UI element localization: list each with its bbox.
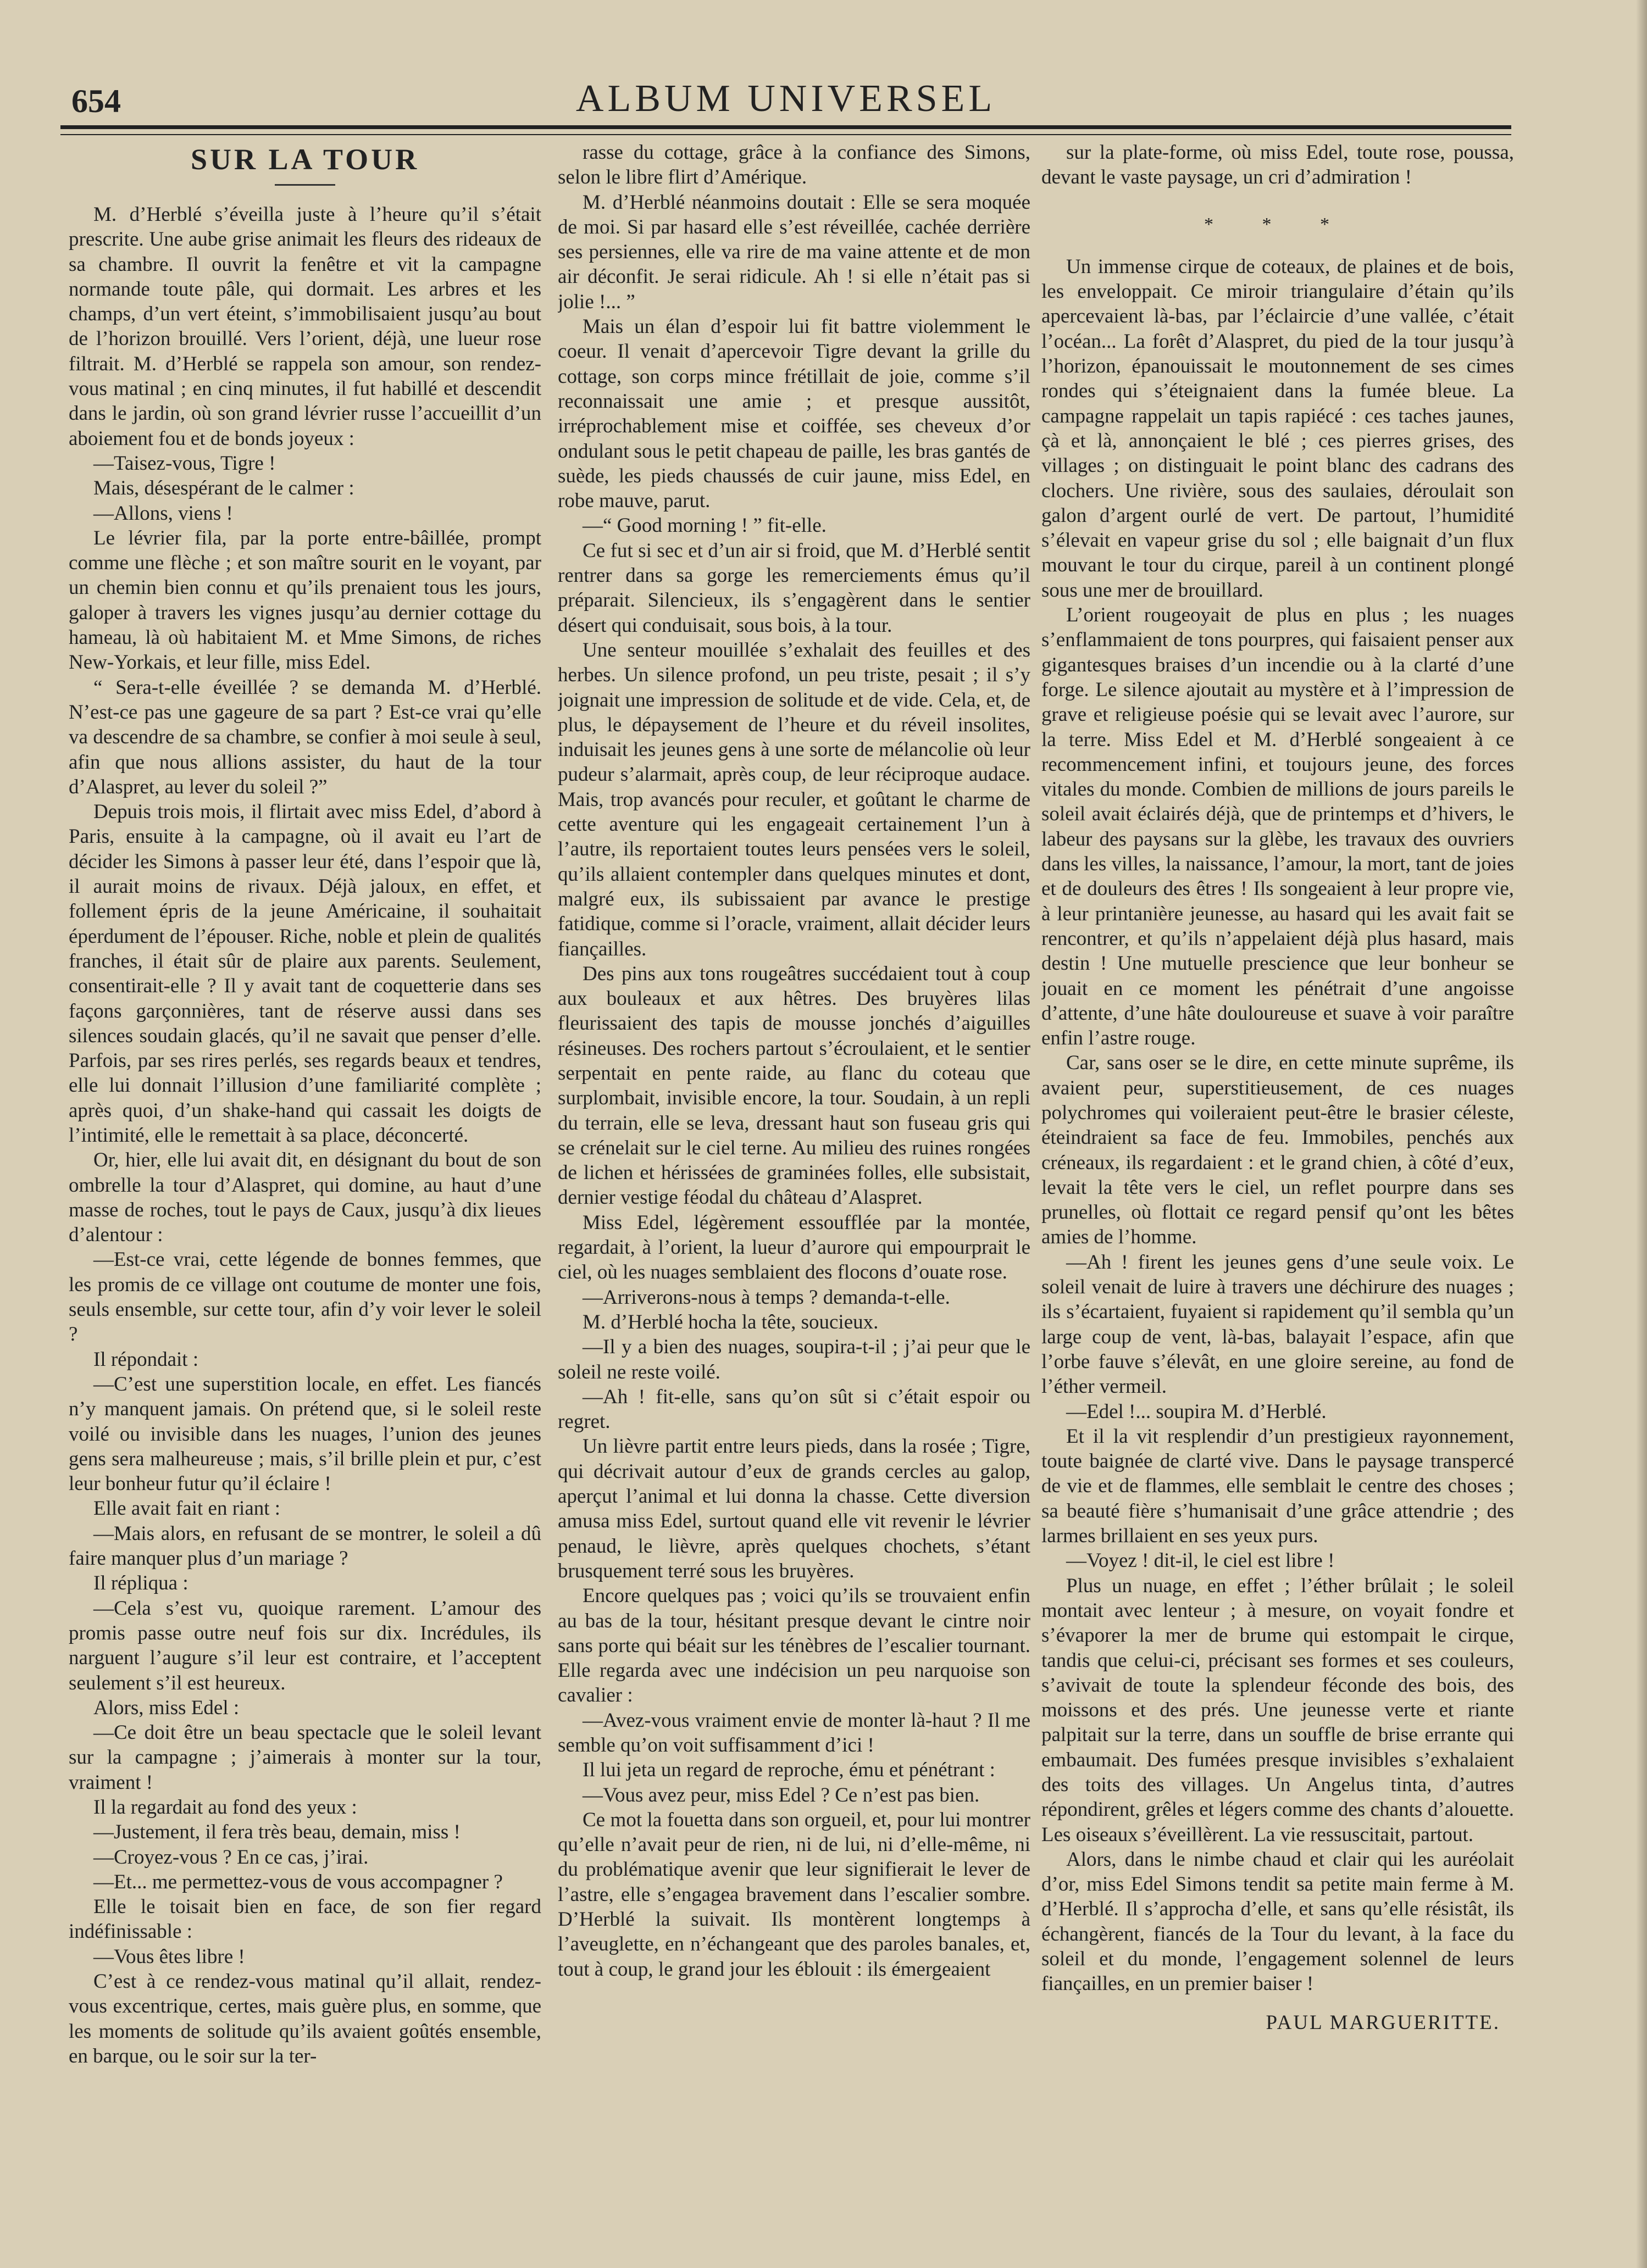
column-3 xyxy=(1041,140,1514,2228)
title-rule xyxy=(275,184,335,186)
paragraph: —Il y a bien des nuages, soupira-t-il ; j’ai peur que le soleil ne reste voilé. xyxy=(558,1336,1030,1383)
page-number: 654 xyxy=(71,83,121,119)
paragraph: Il lui jeta un regard de reproche, ému et pénétrant : xyxy=(583,1759,995,1782)
paragraph: Car, sans oser se le dire, en cette minute suprême, ils avaient peur, superstitieusement, de ces nuages polychromes qui voileraient peut-être le brasier céleste, éteindraient sa face de feu. Immobiles, penchés aux créneaux, ils regardaient : et le grand chien, à côté d’eux, levait la tête vers le ciel, un reflet pourpre dans ses prunelles, où flottait ce regard pensif qu’ont les bêtes amies de l’homme. xyxy=(1041,1052,1514,1249)
paragraph: —Ce doit être un beau spectacle que le soleil levant sur la campagne ; j’aimerais à monter sur la tour, vraiment ! xyxy=(69,1721,541,1794)
page-edge-shadow xyxy=(1636,0,1647,2268)
paragraph: —Mais alors, en refusant de se montrer, le soleil a dû faire manquer plus d’un mariage ? xyxy=(69,1522,541,1570)
paragraph: —Edel !... soupira M. d’Herblé. xyxy=(1066,1400,1327,1423)
paragraph: —Avez-vous vraiment envie de monter là-haut ? Il me semble qu’on voit suffisamment d’ici ! xyxy=(558,1709,1030,1756)
column-2-body xyxy=(558,140,1030,1982)
paragraph: Or, hier, elle lui avait dit, en désignant du bout de son ombrelle la tour d’Alaspret, qui domine, au haut d’une masse de roches, tout le pays de Caux, jusqu’à dix lieues d’alentour : xyxy=(69,1149,541,1247)
column-1-body xyxy=(69,202,541,2069)
paragraph: Le lévrier fila, par la porte entre-bâillée, prompt comme une flèche ; et son maître sourit en le voyant, par un chemin bien connu et qu’ils prenaient tous les jours, galoper à travers les vignes jusqu’au dernier cottage du hameau, là où habitaient M. et Mme Simons, de riches New-Yorkais, et leur fille, miss Edel. xyxy=(69,526,541,674)
paragraph: Des pins aux tons rougeâtres succédaient tout à coup aux bouleaux et aux hêtres. Des bruyères lilas fleurissaient des tapis de mousse jonchés d’aiguilles résineuses. Des rochers partout s’écroulaient, et le sentier serpentait en pente raide, au flanc du coteau que surplombait, invisible encore, la tour. Soudain, à un repli du terrain, elle se leva, dressant haut son fuseau gris qui se crénelait sur le ciel terne. Au milieu des ruines rongées de lichen et hérissées de graminées folles, elle subsistait, dernier vestige féodal du château d’Alaspret. xyxy=(558,962,1030,1209)
paragraph: Depuis trois mois, il flirtait avec miss Edel, d’abord à Paris, ensuite à la campagne, où il avait eu l’art de décider les Simons à passer leur été, dans l’espoir que là, il aurait moins de rivaux. Déjà jaloux, en effet, et follement épris de la jeune Américaine, il souhaitait éperdument de l’épouser. Riche, noble et plein de qualités franches, il était sûr de plaire aux parents. Seulement, consentirait-elle ? Il y avait tant de coquetterie dans ses façons garçonnières, tant de réserve aussi dans ses silences soudain glacés, qu’il ne savait que penser d’elle. Parfois, par ses rires perlés, ses regards beaux et tendres, elle lui donnait l’illusion d’une familiarité complète ; après quoi, d’un shake-hand qui cassait les doigts de l’intimité, elle le remettait à sa place, déconcerté. xyxy=(69,801,541,1147)
paragraph: “ Sera-t-elle éveillée ? se demanda M. d’Herblé. N’est-ce pas une gageure de sa part ? Est-ce vrai qu’elle va descendre de sa chambre, se confier à moi seule à seul, afin que nous allions assister, du haut de la tour d’Alaspret, au lever du soleil ?” xyxy=(69,676,541,798)
paragraph: —Allons, viens ! xyxy=(93,502,233,525)
paragraph: M. d’Herblé hocha la tête, soucieux. xyxy=(583,1310,879,1333)
paragraph: Alors, miss Edel : xyxy=(93,1696,240,1719)
paragraph: —Arriverons-nous à temps ? demanda-t-elle. xyxy=(583,1286,950,1309)
paragraph: Ce fut si sec et d’un air si froid, que M. d’Herblé sentit rentrer dans sa gorge les remerciements émus qu’il préparait. Silencieux, ils s’engagèrent dans le sentier désert qui conduisait, sous bois, à la tour. xyxy=(558,539,1030,637)
paragraph: —Ah ! firent les jeunes gens d’une seule voix. Le soleil venait de luire à travers une déchirure des nuages ; ils s’écartaient, fuyaient si rapidement qu’il sembla qu’un large coup de vent, là-bas, balayait l’espace, afin que l’orbe fauve s’élevât, en une gloire sereine, au fond de l’éther vermeil. xyxy=(1041,1250,1514,1398)
paragraph: Plus un nuage, en effet ; l’éther brûlait ; le soleil montait avec lenteur ; à mesure, on voyait fondre et s’évaporer la mer de brume qui estompait le cirque, tandis que celui-ci, précisant ses formes et ses couleurs, s’avivait de toute la splendeur féconde des bois, des moissons et des prés. Une jeunesse verte et riante palpitait sur la terre, dans un souffle de brise errante qui embaumait. Des fumées presque invisibles s’exhalaient des toits des villages. Un Angelus tinta, d’autres répondirent, grêles et légers comme des chants d’alouette. Les oiseaux s’éveillèrent. La vie ressuscitait, partout. xyxy=(1041,1574,1514,1846)
paragraph: Alors, dans le nimbe chaud et clair qui les auréolait d’or, miss Edel Simons tendit sa petite main ferme à M. d’Herblé. Il s’approcha d’elle, et sans qu’elle résistât, ils échangèrent, fiancés de la Tour du levant, à la face du soleil et du monde, l’engagement solennel de leurs fiançailles, en un premier baiser ! xyxy=(1041,1848,1514,1995)
paragraph: M. d’Herblé s’éveilla juste à l’heure qu’il s’était prescrite. Une aube grise animait les fleurs des rideaux de sa chambre. Il ouvrit la fenêtre et vit la campagne normande toute pâle, qui dormait. Les arbres et les champs, d’un vert éteint, s’immobilisaient jusqu’au bout de l’horizon brouillé. Vers l’orient, déjà, une lueur rose filtrait. M. d’Herblé se rappela son amour, son rendez-vous matinal ; en cinq minutes, il fut habillé et descendit dans le jardin, où son grand lévrier russe l’accueillit d’un aboiement fou et de bonds joyeux : xyxy=(69,203,541,450)
author-signature: PAUL MARGUERITTE. xyxy=(1266,2011,1500,2034)
paragraph: C’est à ce rendez-vous matinal qu’il allait, rendez-vous excentrique, certes, mais guère plus, en somme, que les moments de solitude qu’ils avaient goûtés ensemble, en barque, ou le soir sur la ter- xyxy=(69,1970,541,2067)
paragraph: rasse du cottage, grâce à la confiance des Simons, selon le libre flirt d’Amérique. xyxy=(558,141,1030,189)
paragraph: —Cela s’est vu, quoique rarement. L’amour des promis passe outre neuf fois sur dix. Incrédules, ils narguent l’augure s’il leur est contraire, et l’acceptent seulement s’il est heureux. xyxy=(69,1597,541,1694)
section-separator: * * * xyxy=(1204,214,1351,235)
paragraph: Encore quelques pas ; voici qu’ils se trouvaient enfin au bas de la tour, hésitant presque devant le cintre noir sans porte qui béait sur les ténèbres de l’escalier tournant. Elle regarda avec une indécision un peu narquoise son cavalier : xyxy=(558,1585,1030,1707)
paragraph: —Justement, il fera très beau, demain, miss ! xyxy=(93,1821,461,1844)
paragraph: Et il la vit resplendir d’un prestigieux rayonnement, toute baignée de clarté vive. Dans le paysage transpercé de vie et de flammes, elle semblait le centre des choses ; sa beauté fière s’humanisait d’une grâce attendrie ; des larmes brillaient en ses yeux purs. xyxy=(1041,1425,1514,1548)
paragraph: Mais, désespérant de le calmer : xyxy=(93,477,354,500)
story-title: SUR LA TOUR xyxy=(190,143,420,176)
paragraph: —Taisez-vous, Tigre ! xyxy=(93,452,276,475)
paragraph: sur la plate-forme, où miss Edel, toute rose, poussa, devant le vaste paysage, un cri d’admiration ! xyxy=(1041,141,1514,189)
paragraph: Elle le toisait bien en face, de son fier regard indéfinissable : xyxy=(69,1895,541,1943)
paragraph: —Et... me permettez-vous de vous accompagner ? xyxy=(93,1870,503,1893)
column-2 xyxy=(558,140,1030,2228)
header-rule-thin xyxy=(60,134,1511,135)
paragraph: Elle avait fait en riant : xyxy=(93,1497,281,1520)
paragraph: Mais un élan d’espoir lui fit battre violemment le coeur. Il venait d’apercevoir Tigre devant la grille du cottage, son corps mince frétillait de joie, comme s’il reconnaissait une amie ; et presque aussitôt, irréprochablement mise et coiffée, ses cheveux d’or ondulant sous le petit chapeau de paille, les bras gantés de suède, les pieds chaussés de cuir jaune, miss Edel, en robe mauve, parut. xyxy=(558,315,1030,513)
paragraph: Miss Edel, légèrement essoufflée par la montée, regardait, à l’orient, la lueur d’aurore qui empourprait le ciel, où les nuages semblaient des flocons d’ouate rose. xyxy=(558,1211,1030,1284)
paragraph: —Voyez ! dit-il, le ciel est libre ! xyxy=(1066,1549,1335,1572)
paragraph: —“ Good morning ! ” fit-elle. xyxy=(583,514,827,537)
paragraph: Il la regardait au fond des yeux : xyxy=(93,1796,357,1819)
column-1 xyxy=(69,140,541,2228)
paragraph: Un immense cirque de coteaux, de plaines et de bois, les enveloppait. Ce miroir triangulaire d’étain qu’ils apercevaient là-bas, par l’éclaircie d’une vallée, c’était l’océan... La forêt d’Alaspret, du pied de la tour jusqu’à l’horizon, épanouissait le moutonnement de ses cimes rondes qui s’éteignaient dans la fumée bleue. La campagne rappelait un tapis rapiécé : ces taches jaunes, çà et là, annonçaient le blé ; ces pierres grises, des villages ; on distinguait le point blanc des cadrans des clochers. Une rivière, sous des saulaies, déroulait son galon d’argent ourlé de vert. De partout, l’humidité s’élevait en vapeur grise du sol ; elle baignait d’un flux mouvant le tour du cirque, pareil à un continent plongé sous une mer de brouillard. xyxy=(1041,255,1514,602)
paragraph: Une senteur mouillée s’exhalait des feuilles et des herbes. Un silence profond, un peu triste, pesait ; il s’y joignait une impression de solitude et de vide. Cela, et, de plus, le dépaysement de l’heure et du réveil insolites, induisait les jeunes gens à une sorte de mélancolie où leur pudeur s’alarmait, après coup, de leur réciproque audace. Mais, trop avancés pour reculer, et goûtant le charme de cette aventure qui les engageait certainement l’un à l’autre, ils reportaient toutes leurs pensées vers le soleil, qu’ils allaient contempler dans quelques minutes et dont, malgré eux, ils subissaient par avance le prestige fatidique, comme si l’oracle, vraiment, allait décider leurs fiançailles. xyxy=(558,638,1030,960)
paragraph: Il répondait : xyxy=(93,1348,199,1371)
paragraph: —Est-ce vrai, cette légende de bonnes femmes, que les promis de ce village ont coutume de monter une fois, seuls ensemble, sur cette tour, afin d’y voir lever le soleil ? xyxy=(69,1248,541,1346)
paragraph: L’orient rougeoyait de plus en plus ; les nuages s’enflammaient de tons pourpres, qui faisaient penser aux gigantesques braises d’un incendie ou à la clarté d’une forge. Le silence ajoutait au mystère et à l’impression de grave et religieuse poésie qui se levait avec l’aurore, sur la terre. Miss Edel et M. d’Herblé songeaient à ce recommencement infini, et toujours jeune, des forces vitales du monde. Combien de millions de jours pareils le soleil avait éclairés déjà, que de printemps et d’hivers, le labeur des paysans sur la glèbe, les travaux des ouvriers dans les villes, la naissance, l’amour, la mort, tant de joies et de douleurs des êtres ! Ils songeaient à leur propre vie, à leur printanière jeunesse, au hasard qui les avait fait se rencontrer, et qu’ils n’appelaient déjà plus hasard, mais destin ! Une mutuelle prescience que leur bonheur se jouait en ce moment les pénétrait d’une angoisse d’attente, d’une hâte douloureuse et suave à voir paraître enfin l’astre rouge. xyxy=(1041,604,1514,1050)
header-rule-thick xyxy=(60,125,1511,129)
column-3-lead xyxy=(1041,140,1514,190)
paragraph: M. d’Herblé néanmoins doutait : Elle se sera moquée de moi. Si par hasard elle s’est réveillée, cachée derrière ses persiennes, elle va rire de ma vaine attente et de mon air déconfit. Je serai ridicule. Ah ! si elle n’était pas si jolie !... ” xyxy=(558,191,1030,313)
paragraph: —Vous êtes libre ! xyxy=(93,1945,245,1968)
paragraph: —Vous avez peur, miss Edel ? Ce n’est pas bien. xyxy=(583,1783,980,1806)
publication-title: ALBUM UNIVERSEL xyxy=(575,77,996,120)
paragraph: —Croyez-vous ? En ce cas, j’irai. xyxy=(93,1845,369,1869)
paragraph: Ce mot la fouetta dans son orgueil, et, pour lui montrer qu’elle n’avait peur de rien, ni de lui, ni d’elle-même, ni du problématique avenir que leur signifierait le lever de l’astre, elle s’engagea bravement dans l’escalier sombre. D’Herblé la suivait. Ils montèrent longtemps à l’aveuglette, en n’échangeant que des paroles banales, et, tout à coup, le grand jour les éblouit : ils émergeaient xyxy=(558,1808,1030,1981)
paragraph: Un lièvre partit entre leurs pieds, dans la rosée ; Tigre, qui décrivait autour d’eux de grands cercles au galop, aperçut l’animal et lui donna la chasse. Cette diversion amusa miss Edel, surtout quand elle vit revenir le lévrier penaud, le lièvre, après quelques chochets, s’étant brusquement terré sous les bruyères. xyxy=(558,1435,1030,1582)
column-3-body xyxy=(1041,254,1514,1997)
paragraph: Il répliqua : xyxy=(93,1572,188,1595)
page-header xyxy=(60,66,1511,132)
paragraph: —C’est une superstition locale, en effet. Les fiancés n’y manquent jamais. On prétend que, si le soleil reste voilé ou invisible dans les nuages, l’union des jeunes gens sera malheureuse ; mais, s’il brille plein et pur, c’est leur bonheur futur qu’il éclaire ! xyxy=(69,1372,541,1496)
paragraph: —Ah ! fit-elle, sans qu’on sût si c’était espoir ou regret. xyxy=(558,1385,1030,1433)
